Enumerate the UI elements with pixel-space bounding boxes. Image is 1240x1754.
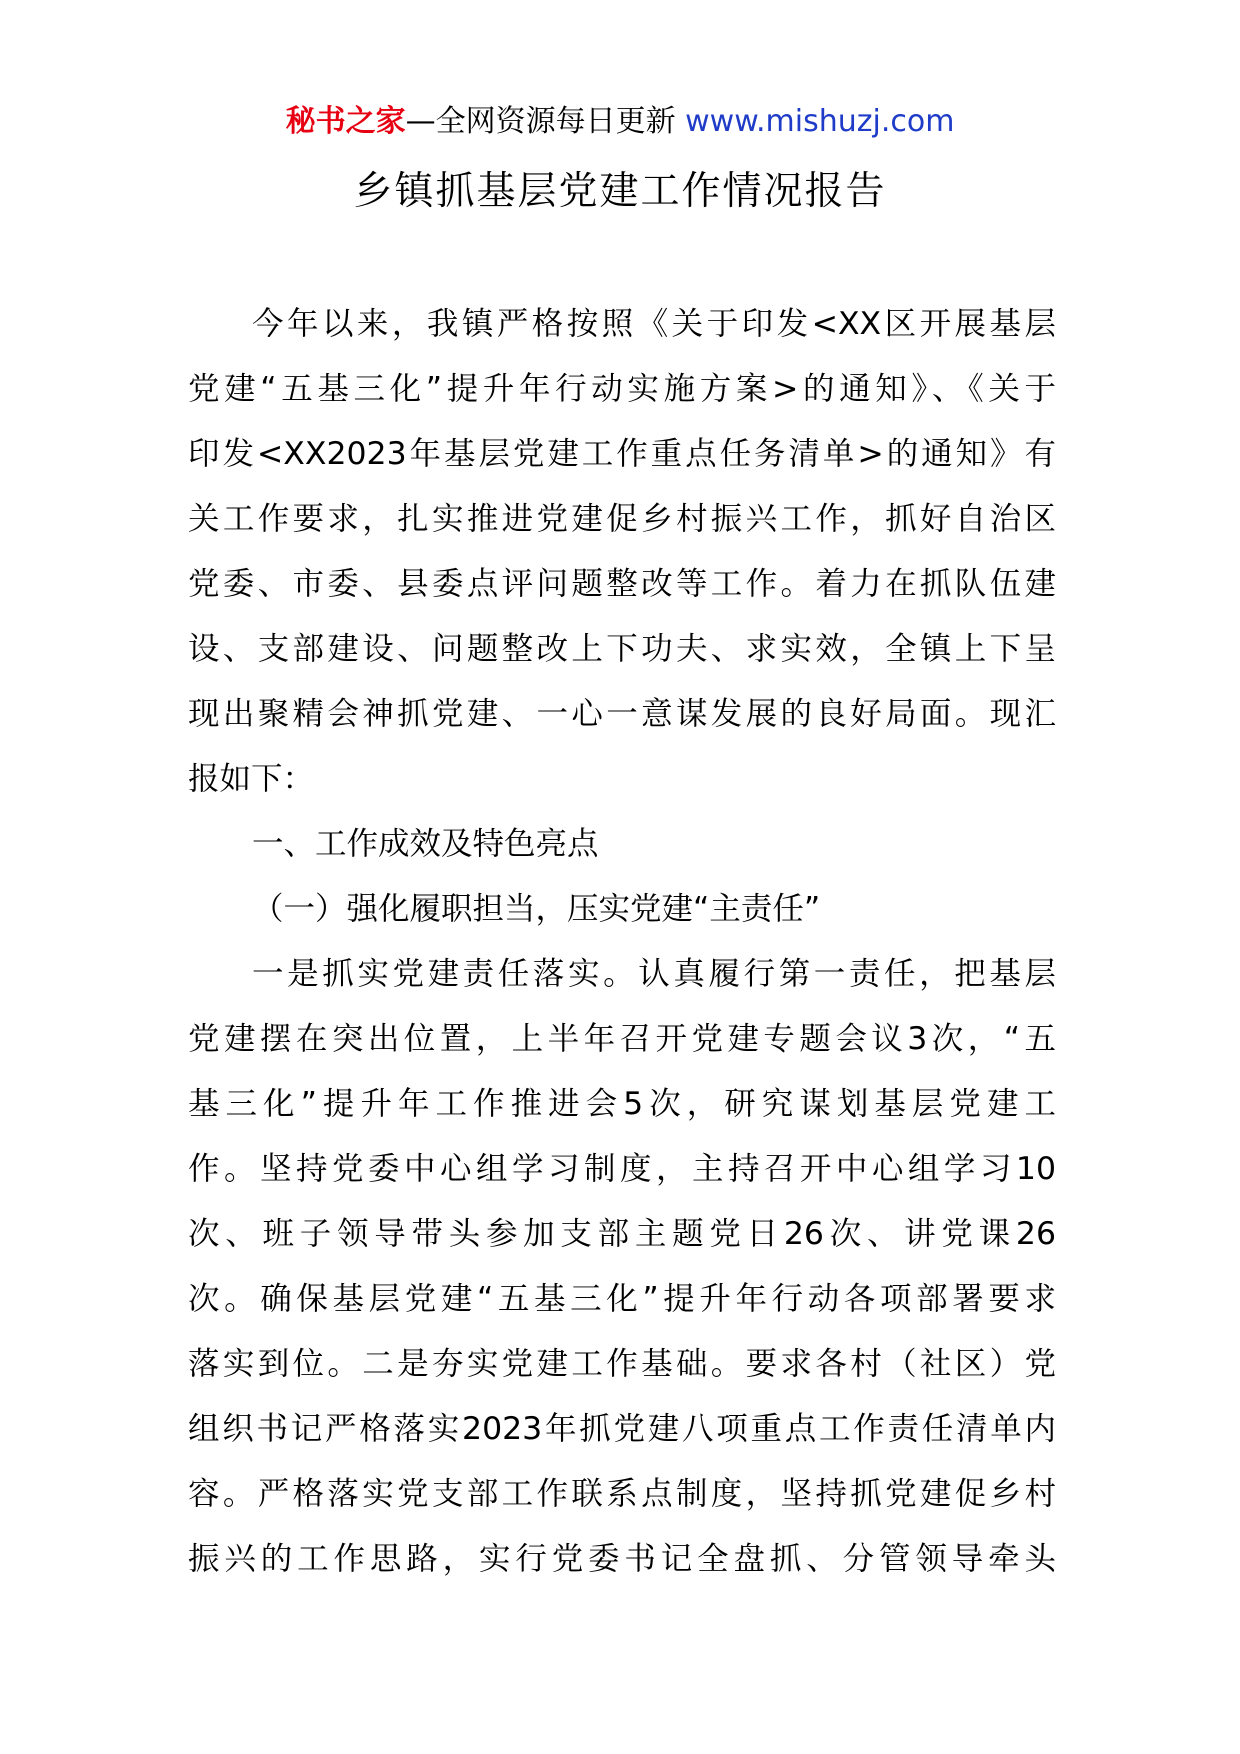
text-line: 次。确保基层党建“五基三化”提升年行动各项部署要求 xyxy=(188,1281,1056,1317)
text-line: 落实到位。二是夯实党建工作基础。要求各村（社区）党 xyxy=(188,1346,1056,1382)
text-line: 容。严格落实党支部工作联系点制度，坚持抓党建促乡村 xyxy=(188,1476,1056,1512)
banner-slogan: —全网资源每日更新 xyxy=(405,104,686,139)
paragraph-body xyxy=(188,942,1056,1592)
site-url[interactable]: www.mishuzj.com xyxy=(685,104,955,139)
brand-name: 秘书之家 xyxy=(285,104,406,139)
document-title: 乡镇抓基层党建工作情况报告 xyxy=(353,169,887,214)
text-line: 作。坚持党委中心组学习制度，主持召开中心组学习10 xyxy=(188,1151,1056,1187)
text-line: 次、班子领导带头参加支部主题党日26次、讲党课26 xyxy=(188,1216,1056,1252)
text-line: 关工作要求，扎实推进党建促乡村振兴工作，抓好自治区 xyxy=(188,501,1056,537)
site-banner xyxy=(0,100,1240,144)
subsection-heading xyxy=(188,877,1056,942)
paragraph-intro xyxy=(188,292,1056,812)
subheading-line: （一）强化履职担当，压实党建“主责任” xyxy=(252,891,821,927)
text-line: 报如下： xyxy=(188,761,315,797)
text-line: 一是抓实党建责任落实。认真履行第一责任，把基层 xyxy=(252,956,1056,992)
section-heading xyxy=(188,812,1056,877)
text-line: 今年以来，我镇严格按照《关于印发<XX区开展基层 xyxy=(252,306,1056,342)
text-line: 现出聚精会神抓党建、一心一意谋发展的良好局面。现汇 xyxy=(188,696,1056,732)
text-line: 党建“五基三化”提升年行动实施方案>的通知》、《关于 xyxy=(188,371,1056,407)
text-line: 印发<XX2023年基层党建工作重点任务清单>的通知》有 xyxy=(188,436,1056,472)
text-line: 组织书记严格落实2023年抓党建八项重点工作责任清单内 xyxy=(188,1411,1056,1447)
text-line: 设、支部建设、问题整改上下功夫、求实效，全镇上下呈 xyxy=(188,631,1056,667)
text-line: 党建摆在突出位置，上半年召开党建专题会议3次，“五 xyxy=(188,1021,1056,1057)
text-line: 振兴的工作思路，实行党委书记全盘抓、分管领导牵头 xyxy=(188,1541,1056,1577)
text-line: 基三化”提升年工作推进会5次，研究谋划基层党建工 xyxy=(188,1086,1056,1122)
heading-line: 一、工作成效及特色亮点 xyxy=(252,826,599,862)
text-line: 党委、市委、县委点评问题整改等工作。着力在抓队伍建 xyxy=(188,566,1056,602)
document-body xyxy=(188,292,1056,1592)
